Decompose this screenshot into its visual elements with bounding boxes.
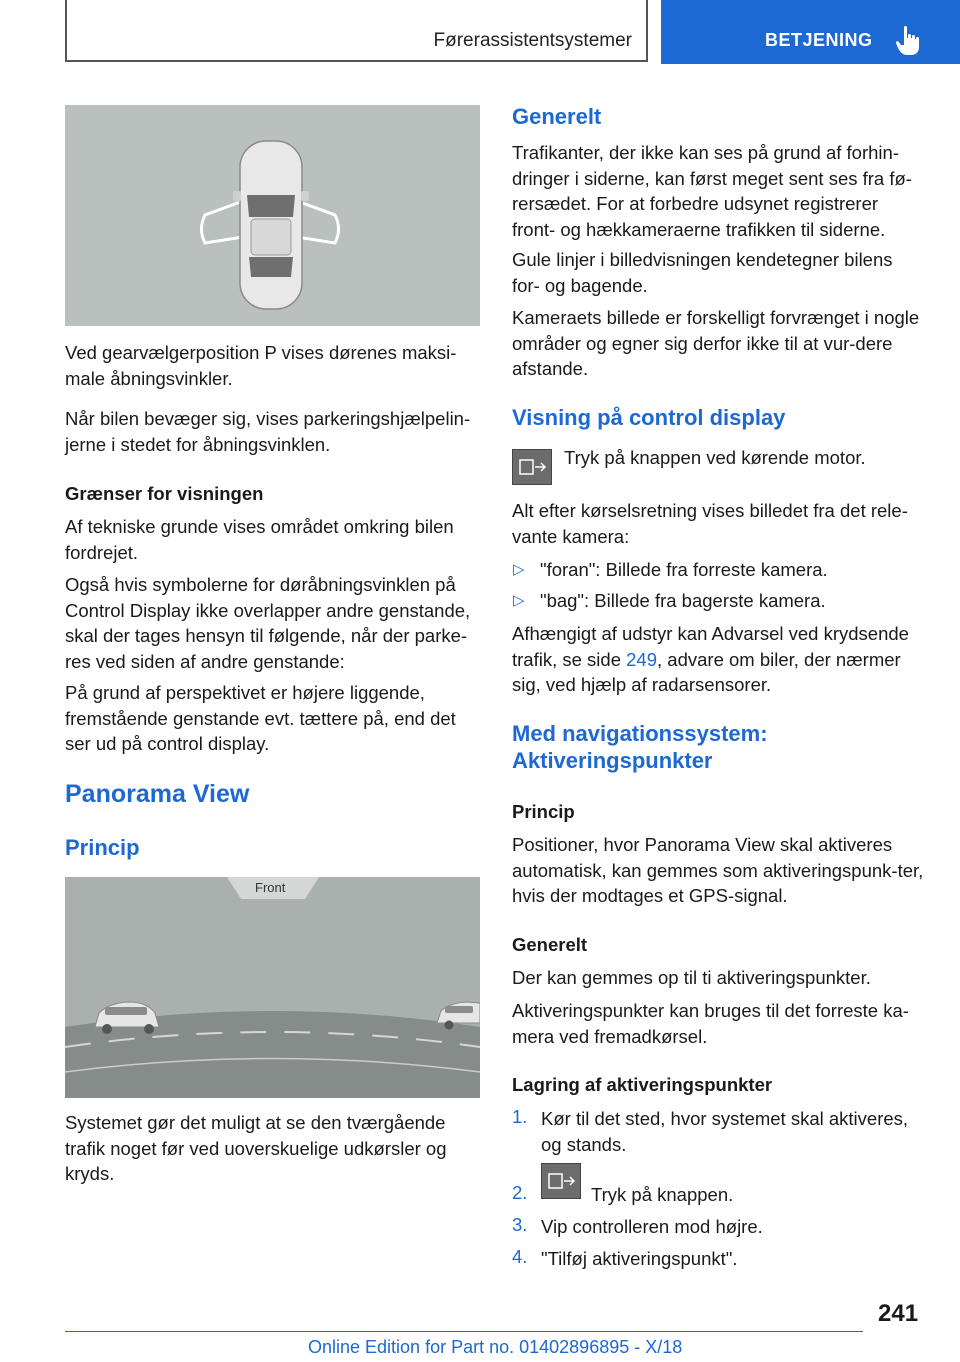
figure-panorama-front — [65, 877, 480, 1098]
bullet-marker: ▷ — [513, 592, 525, 609]
paragraph-perspective: På grund af perspektivet er højere liggende, fremstående genstande evt. tættere på, end det ser ud på control display. — [65, 682, 456, 754]
page-number: 241 — [878, 1300, 919, 1327]
paragraph-parking-lines: Når bilen bevæger sig, vises parkeringshjælpelin-jerne i stedet for åbningsvinklen. — [65, 408, 471, 455]
heading-princip-nav: Princip — [512, 801, 575, 822]
paragraph-overlap: Også hvis symbolerne for døråbningsvinklen på Control Display ikke overlapper andre genstande, skal der tages hensyn til følgende, når der parke-res ved siden af andre genstande: — [65, 574, 471, 672]
paragraph-distortion: Af tekniske grunde vises området omkring bilen fordrejet. — [65, 516, 454, 563]
bullet-item-rear: "bag": Billede fra bagerste kamera. — [540, 590, 826, 611]
bullet-marker: ▷ — [513, 561, 525, 578]
step-text: Kør til det sted, hvor systemet skal aktiveres, og stands. — [541, 1108, 909, 1155]
header-chapter-label: BETJENING — [765, 30, 873, 50]
paragraph-max-points: Der kan gemmes op til ti aktiveringspunkter. — [512, 967, 871, 988]
paragraph-cross-traffic-warning — [512, 621, 924, 698]
paragraph-driving-direction: Alt efter kørselsretning vises billedet fra det rele-vante kamera: — [512, 500, 908, 547]
pointing-hand-icon — [895, 25, 921, 57]
bullet-item-front: "foran": Billede fra forreste kamera. — [540, 559, 828, 580]
step-number: 2. — [512, 1182, 528, 1203]
paragraph-gps-positions: Positioner, hvor Panorama View skal aktiveres automatisk, kan gemmes som aktiveringspunk-ter, hvis der modtages et GPS-signal. — [512, 834, 924, 906]
step-number: 1. — [512, 1106, 528, 1127]
step-text: Vip controlleren mod højre. — [541, 1216, 763, 1237]
step-text: Tryk på knappen. — [591, 1184, 734, 1205]
camera-button-icon — [512, 449, 552, 485]
paragraph-obstacles: Trafikanter, der ikke kan ses på grund af forhin-dringer i siderne, kan først meget sent ses fra fø-rersædet. For at forbedre udsynet registrerer front- og hækkameraerne trafikken til siderne. — [512, 142, 912, 240]
camera-button-icon — [541, 1163, 581, 1199]
paragraph-yellow-lines: Gule linjer i billedvisningen kendetegner bilens for- og bagende. — [512, 249, 893, 296]
header-section-box — [65, 0, 648, 62]
figure-label-front: Front — [255, 880, 286, 895]
header-chapter-tab[interactable] — [661, 0, 960, 64]
camera-view-icon — [513, 450, 551, 484]
page-link-249[interactable]: 249 — [626, 648, 658, 670]
paragraph-front-camera: Aktiveringspunkter kan bruges til det forreste ka-mera ved fremadkørsel. — [512, 1000, 909, 1047]
step-number: 4. — [512, 1246, 528, 1267]
paragraph-camera-distortion: Kameraets billede er forskelligt forvrænget i nogle områder og egner sig derfor ikke til at vur-dere afstande. — [512, 307, 920, 379]
footer-divider — [65, 1331, 863, 1332]
heading-display-limits: Grænser for visningen — [65, 483, 264, 504]
car-top-view-illustration — [65, 105, 480, 326]
heading-saving-points: Lagring af aktiveringspunkter — [512, 1074, 773, 1095]
heading-visning: Visning på control display — [512, 405, 786, 430]
camera-view-icon — [542, 1164, 580, 1198]
text-segment: Afhængigt af udstyr kan Advarsel ved krydsende trafik, se side — [512, 623, 909, 670]
heading-navigation-line2: Aktiveringspunkter — [512, 748, 713, 773]
paragraph-press-button: Tryk på knappen ved kørende motor. — [564, 447, 866, 468]
step-text: "Tilføj aktiveringspunkt". — [541, 1248, 738, 1269]
heading-panorama-view: Panorama View — [65, 780, 250, 808]
heading-generelt-nav: Generelt — [512, 934, 588, 955]
header-section-title: Førerassistentsystemer — [433, 30, 632, 51]
figure-door-angles — [65, 105, 480, 326]
footer-edition: Online Edition for Part no. 01402896895 - X/18 — [308, 1337, 683, 1357]
heading-navigation-line1: Med navigationssystem: — [512, 721, 768, 746]
text-segment: , advare om biler, der nærmer sig, ved hjælp af radarsensorer. — [512, 648, 901, 695]
panorama-scene-illustration — [65, 877, 480, 1098]
paragraph-cross-traffic: Systemet gør det muligt at se den tværgående trafik noget før ved uoverskuelige udkørsler og kryds. — [65, 1112, 447, 1184]
heading-generelt: Generelt — [512, 104, 602, 129]
heading-princip: Princip — [65, 835, 140, 860]
paragraph-door-angles: Ved gearvælgerposition P vises dørenes maksi-male åbningsvinkler. — [65, 342, 457, 389]
step-number: 3. — [512, 1214, 528, 1235]
